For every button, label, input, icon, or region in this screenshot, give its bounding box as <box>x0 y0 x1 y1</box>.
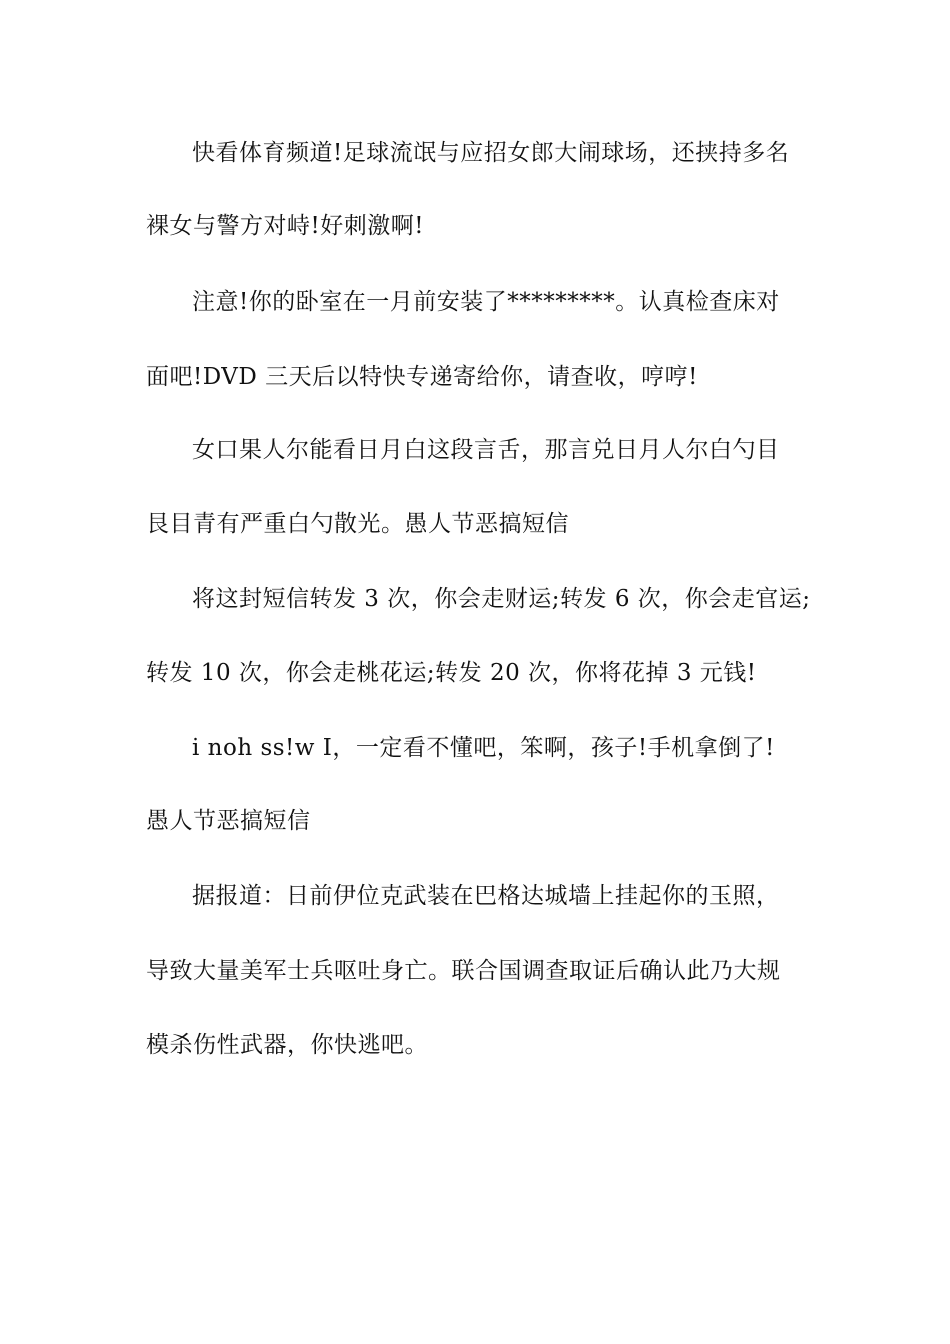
paragraph-6-line-3: 模杀伤性武器，你快逃吧。 <box>146 1032 428 1058</box>
paragraph-5-line-2: 愚人节恶搞短信 <box>146 808 311 834</box>
paragraph-3-line-1: 女口果人尔能看日月白这段言舌，那言兑日月人尔白勺目 <box>192 437 780 463</box>
paragraph-3-line-2: 艮目青有严重白勺散光。愚人节恶搞短信 <box>146 511 569 537</box>
paragraph-2-line-1: 注意!你的卧室在一月前安装了*********。认真检查床对 <box>192 289 780 315</box>
paragraph-2-line-2: 面吧!DVD 三天后以特快专递寄给你，请查收，哼哼! <box>146 364 698 390</box>
paragraph-1-line-2: 裸女与警方对峙!好刺激啊! <box>146 213 424 239</box>
paragraph-6-line-1: 据报道：日前伊位克武装在巴格达城墙上挂起你的玉照， <box>192 883 780 909</box>
paragraph-4-line-2: 转发 10 次，你会走桃花运;转发 20 次，你将花掉 3 元钱! <box>146 660 757 686</box>
paragraph-1-line-1: 快看体育频道!足球流氓与应招女郎大闹球场，还挟持多名 <box>192 140 790 166</box>
paragraph-5-line-1: i noh ss!w I，一定看不懂吧，笨啊，孩子!手机拿倒了! <box>192 735 775 761</box>
paragraph-4-line-1: 将这封短信转发 3 次，你会走财运;转发 6 次，你会走官运; <box>192 586 811 612</box>
paragraph-6-line-2: 导致大量美军士兵呕吐身亡。联合国调查取证后确认此乃大规 <box>146 958 781 984</box>
